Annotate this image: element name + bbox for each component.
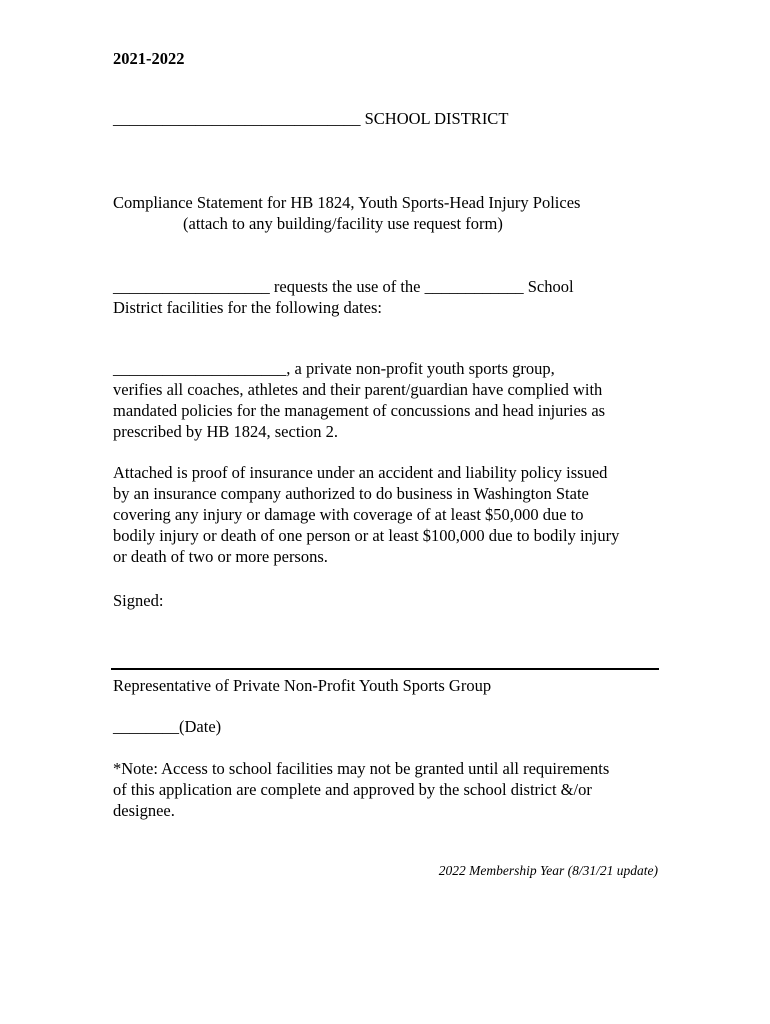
insurance-line: or death of two or more persons. xyxy=(113,547,328,566)
verification-line: prescribed by HB 1824, section 2. xyxy=(113,422,338,441)
representative-label: Representative of Private Non-Profit Youth Sports Group xyxy=(113,676,492,695)
insurance-paragraph xyxy=(113,462,658,567)
insurance-line: covering any injury or damage with coverage of at least $50,000 due to xyxy=(113,505,584,524)
insurance-line: bodily injury or death of one person or at least $100,000 due to bodily injury xyxy=(113,526,620,545)
document-subtitle: (attach to any building/facility use request form) xyxy=(183,214,503,233)
verification-paragraph xyxy=(113,358,658,442)
school-district-line: ______________________________ SCHOOL DISTRICT xyxy=(113,109,509,128)
verification-line: _____________________, a private non-profit youth sports group, xyxy=(113,359,555,378)
facility-request-line-2: District facilities for the following dates: xyxy=(113,298,382,317)
date-field[interactable]: ________(Date) xyxy=(113,717,222,736)
verification-line: verifies all coaches, athletes and their parent/guardian have complied with xyxy=(113,380,603,399)
footer-update-note: 2022 Membership Year (8/31/21 update) xyxy=(438,863,658,878)
school-year: 2021-2022 xyxy=(113,49,185,68)
note-line: designee. xyxy=(113,801,175,820)
signed-label: Signed: xyxy=(113,591,164,610)
insurance-line: by an insurance company authorized to do business in Washington State xyxy=(113,484,589,503)
signature-line[interactable] xyxy=(111,668,659,670)
verification-line: mandated policies for the management of concussions and head injuries as xyxy=(113,401,606,420)
note-paragraph xyxy=(113,758,658,821)
facility-request-line-1: ___________________ requests the use of the ____________ School xyxy=(113,277,574,296)
document-title: Compliance Statement for HB 1824, Youth Sports-Head Injury Polices xyxy=(113,193,581,212)
note-line: of this application are complete and approved by the school district &/or xyxy=(113,780,592,799)
note-line: *Note: Access to school facilities may not be granted until all requirements xyxy=(113,759,610,778)
insurance-line: Attached is proof of insurance under an accident and liability policy issued xyxy=(113,463,608,482)
